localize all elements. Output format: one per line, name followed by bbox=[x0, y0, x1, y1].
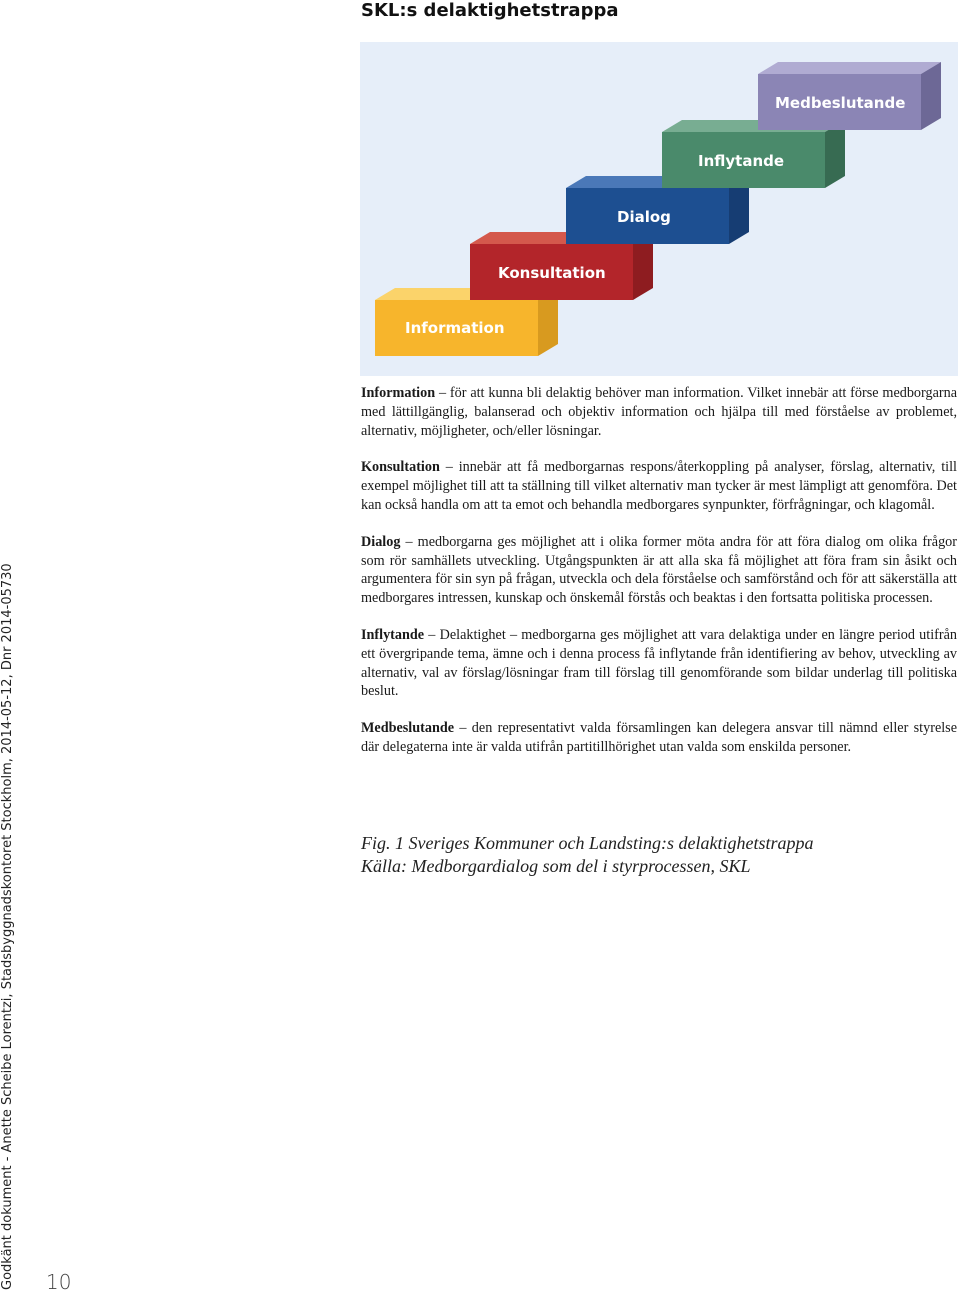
paragraph-inflytande bbox=[361, 626, 957, 701]
participation-ladder-figure bbox=[360, 42, 958, 376]
step-medbeslutande bbox=[758, 62, 941, 130]
paragraph-medbeslutande bbox=[361, 719, 957, 757]
page-heading: SKL:s delaktighetstrappa bbox=[361, 0, 619, 21]
text-inflytande: – Delaktighet – medborgarna ges möjlighet att vara delaktiga under en längre period utifrån ett övergripande tema, ämne och i denna process få inflytande från identifiering av behov, utveckling av alternativ, val av förslag/lösningar fram till förslag till genomförande som bildar underlag till politiska beslut. bbox=[361, 626, 957, 700]
paragraph-konsultation bbox=[361, 458, 957, 514]
term-information: Information bbox=[361, 385, 436, 401]
paragraph-dialog bbox=[361, 533, 957, 608]
step-inflytande bbox=[662, 120, 845, 188]
term-konsultation: Konsultation bbox=[361, 459, 440, 476]
ladder-diagram bbox=[360, 42, 958, 376]
step-label-konsultation: Konsultation bbox=[498, 264, 606, 282]
text-dialog: – medborgarna ges möjlighet att i olika former möta andra för att föra dialog om olika frågor som rör samhällets utveckling. Utgångspunkten är att alla ska få möjlighet att föra fram sin åsikt och argumentera för sin syn på frågan, utveckla och dela förståelse och samförstånd och för att säkerställa att medborgares intressen, kunskap och önskemål förstås och beaktas i den fortsatta politiska processen. bbox=[361, 533, 957, 607]
text-information: – för att kunna bli delaktig behöver man information. Vilket innebär att förse medborgarna med lättillgänglig, balanserad och objektiv information och hjälpa till med förståelse av problemet, alternativ, möjligheter, och/eller lösningar. bbox=[361, 385, 957, 439]
approval-sidebar-text: Godkänt dokument - Anette Scheibe Lorentzi, Stadsbyggnadskontoret Stockholm, 2014-05-12, Dnr 2014-05730 bbox=[0, 563, 15, 1290]
text-medbeslutande: – den representativt valda församlingen kan delegera ansvar till nämnd eller styrelse där delegaterna inte är valda utifrån partitillhörighet utan valda som enskilda personer. bbox=[361, 720, 957, 755]
figure-caption bbox=[361, 832, 957, 878]
term-inflytande: Inflytande bbox=[361, 626, 425, 643]
caption-source: Källa: Medborgardialog som del i styrprocessen, SKL bbox=[361, 856, 751, 876]
step-label-dialog: Dialog bbox=[617, 208, 671, 226]
term-medbeslutande: Medbeslutande bbox=[361, 720, 455, 737]
page-number: 10 bbox=[46, 1270, 72, 1294]
text-konsultation: – innebär att få medborgarnas respons/återkoppling på analyser, förslag, alternativ, till exempel möjlighet till att ta ställning till vilket alternativ man tycker är mest lämpligt att genomföra. Det kan också handla om att ta emot och behandla medborgares synpunkter, förfrågningar, och klagomål. bbox=[361, 459, 957, 513]
step-label-medbeslutande: Medbeslutande bbox=[775, 94, 906, 112]
step-label-information: Information bbox=[405, 319, 505, 337]
caption-title: Fig. 1 Sveriges Kommuner och Landsting:s delaktighetstrappa bbox=[361, 833, 814, 853]
definitions-text bbox=[361, 384, 957, 775]
step-label-inflytande: Inflytande bbox=[698, 152, 785, 170]
paragraph-information bbox=[361, 384, 957, 440]
term-dialog: Dialog bbox=[361, 533, 401, 550]
